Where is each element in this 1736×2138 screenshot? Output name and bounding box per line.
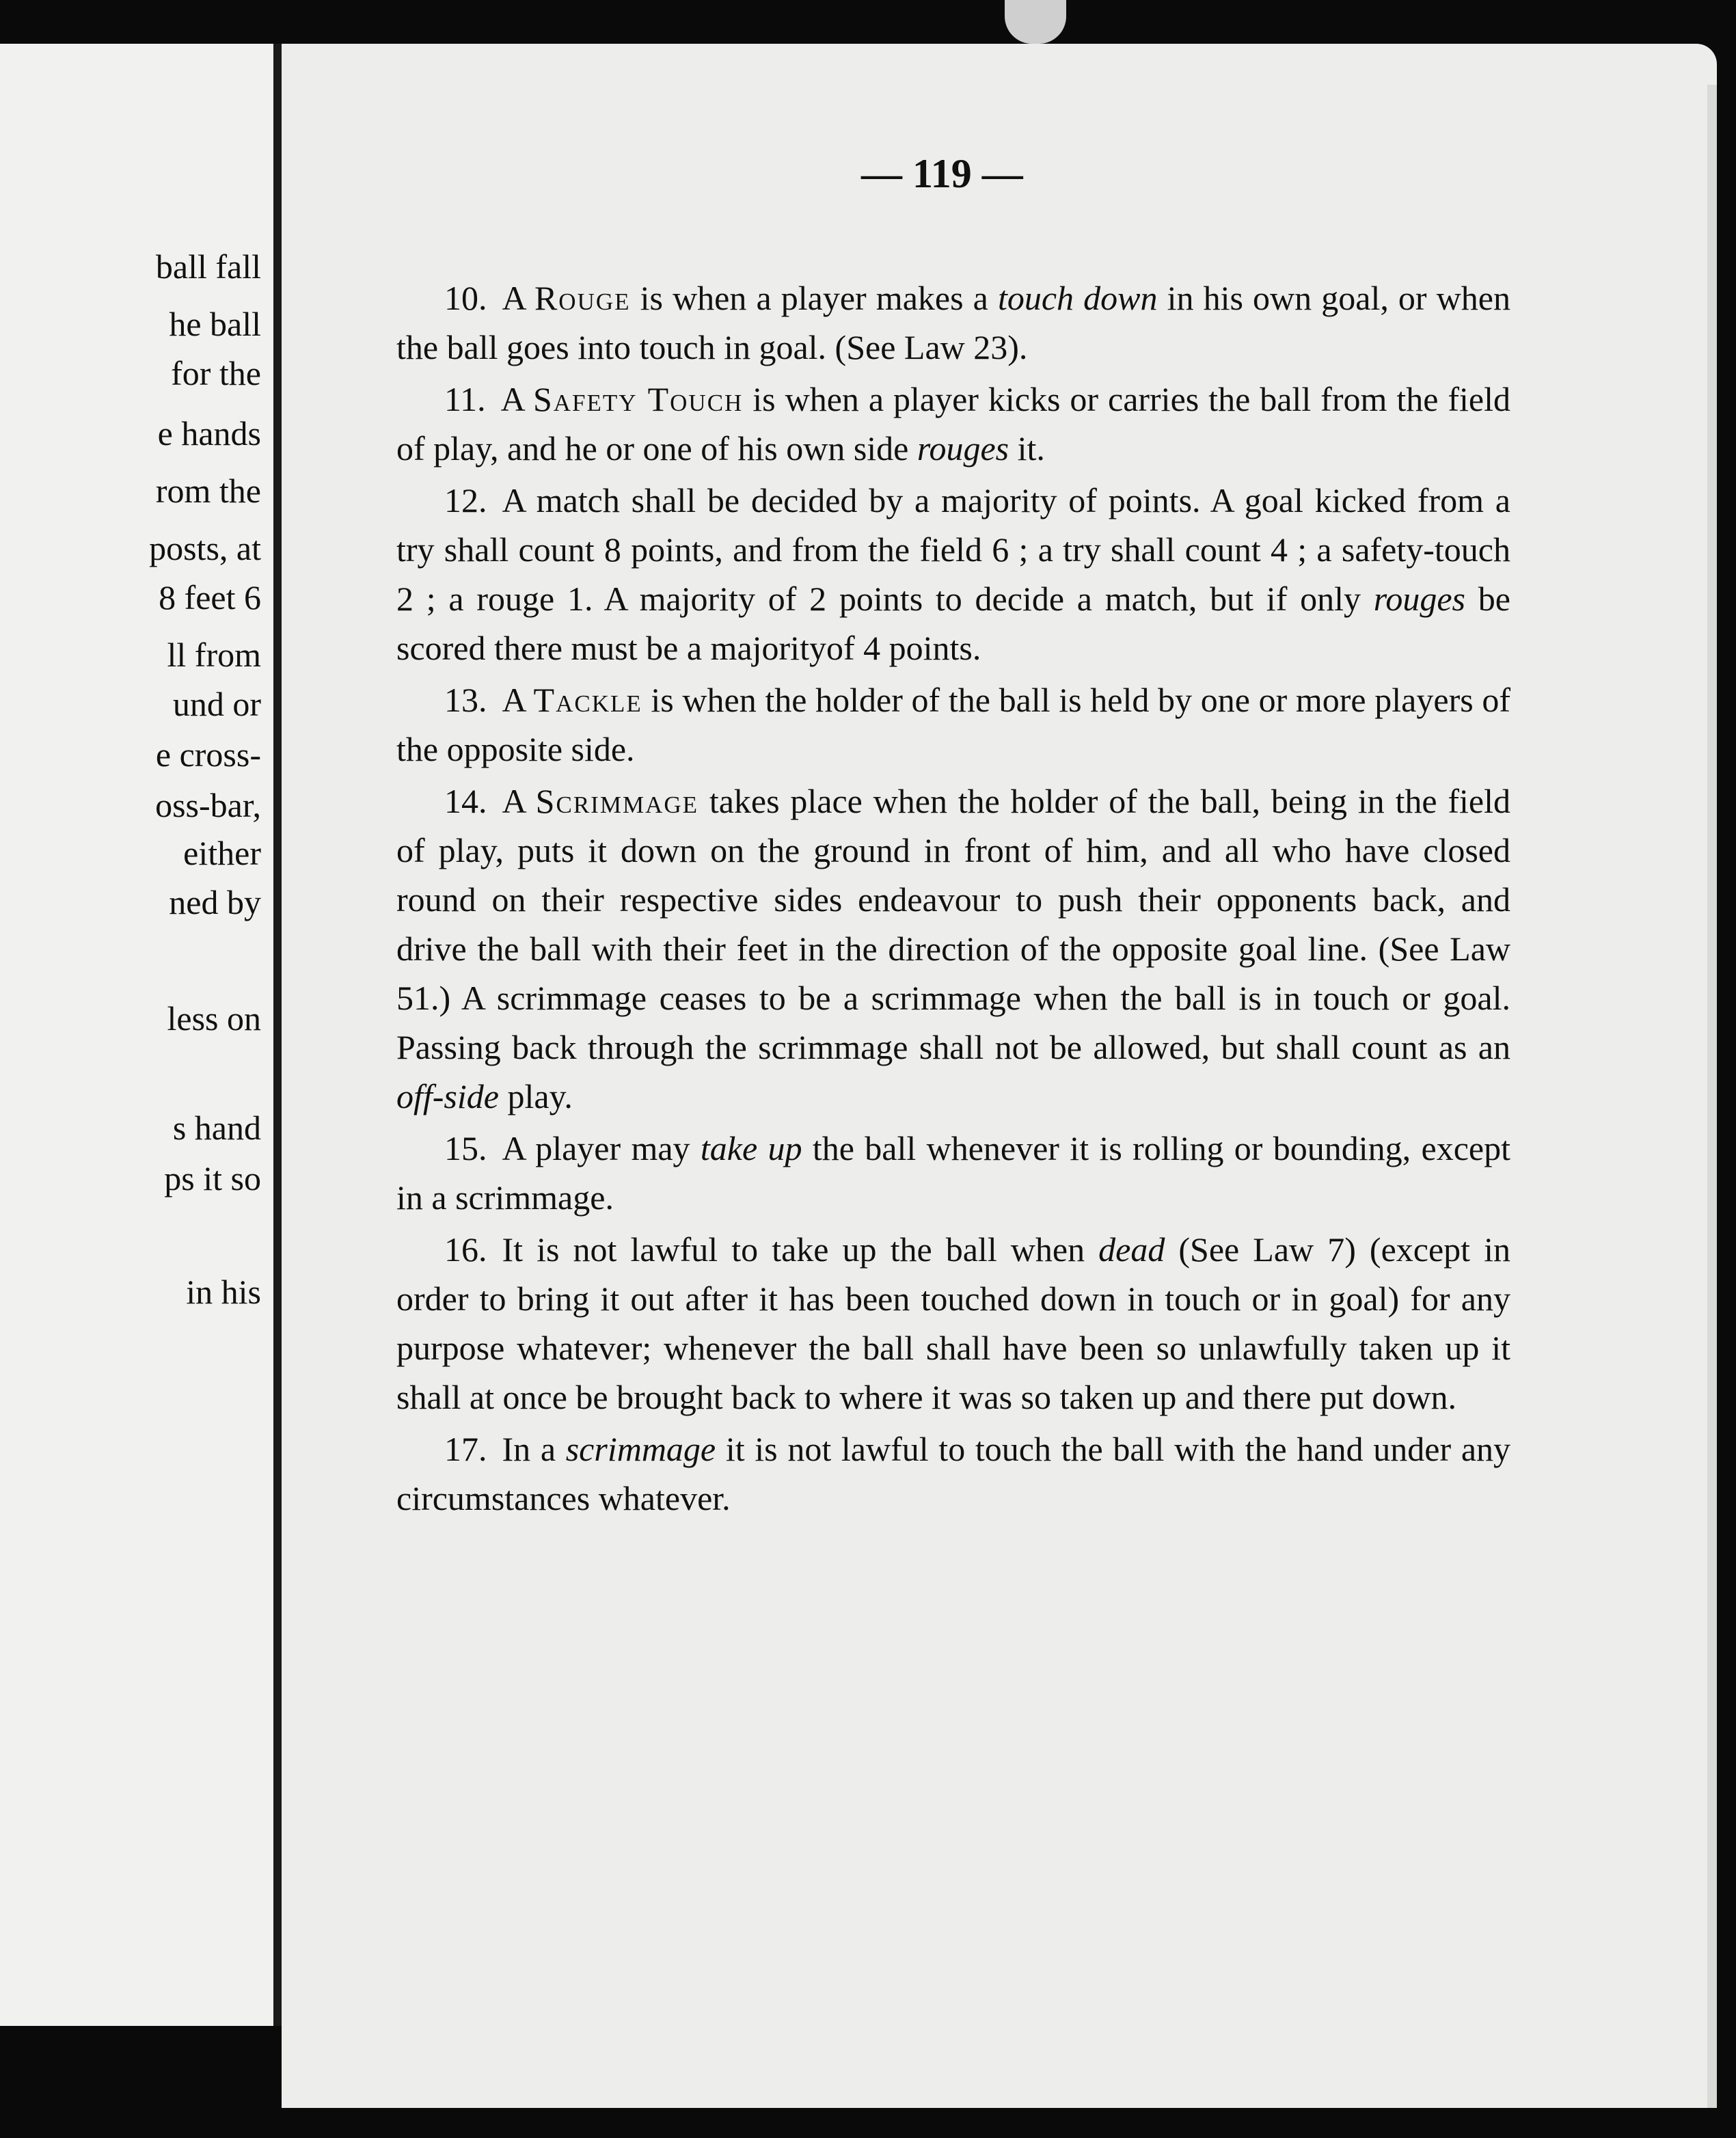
- emphasis: dead: [1098, 1230, 1165, 1269]
- law-12: [396, 476, 1510, 673]
- emphasis: scrimmage: [565, 1430, 716, 1468]
- law-text: is when the holder of the ball is held by one or more players of the opposite side.: [396, 681, 1510, 768]
- law-text: A: [502, 782, 536, 820]
- law-17: [396, 1424, 1510, 1523]
- law-text: takes place when the holder of the ball, being in the field of play, puts it down on the ground in front of him, and all who have closed round on their respective sides endeavour to push their opponents back, and drive the ball with their feet in the direction of the opposite goal line. (See Law 51.) A scrimmage ceases to be a scrimmage when the ball is in touch or goal. Passing back through the scrimmage shall not be allowed, but shall count as an: [396, 782, 1510, 1066]
- left-page-line: ned by: [169, 883, 261, 921]
- emphasis: off-side: [396, 1077, 499, 1115]
- defined-term: Rouge: [534, 279, 631, 317]
- defined-term: Safety Touch: [532, 380, 744, 418]
- law-16: [396, 1225, 1510, 1422]
- law-10: [396, 273, 1510, 372]
- law-text: A: [500, 380, 533, 418]
- defined-term: Tackle: [533, 681, 642, 719]
- law-text: it.: [1009, 429, 1045, 468]
- left-page-line: ll from: [167, 636, 261, 674]
- law-14: [396, 776, 1510, 1121]
- law-15: [396, 1124, 1510, 1222]
- law-text: In a: [502, 1430, 566, 1468]
- law-text: A player may: [502, 1129, 701, 1167]
- law-text: is when a player kicks or carries the ball from the field of play, and he or one of his own side: [396, 380, 1510, 468]
- left-page: [0, 44, 273, 2026]
- law-number: 12.: [444, 481, 487, 519]
- law-11: [396, 375, 1510, 473]
- page-number: — 119 —: [861, 151, 1023, 196]
- left-page-line: either: [183, 834, 261, 872]
- law-text: is when a player makes a: [630, 279, 998, 317]
- left-page-line: in his: [186, 1273, 261, 1311]
- law-text: be scored there must be a majorityof 4 points.: [396, 580, 1510, 667]
- defined-term: Scrimmage: [535, 782, 699, 820]
- torn-paper-edge: [1005, 0, 1066, 44]
- law-text: it is not lawful to touch the ball with the hand under any circumstances whatever.: [396, 1430, 1511, 1517]
- left-page-line: oss-bar,: [155, 786, 261, 824]
- law-number: 13.: [444, 681, 487, 719]
- laws-text: [396, 273, 1510, 1526]
- law-text: the ball whenever it is rolling or bounding, except in a scrimmage.: [396, 1129, 1510, 1217]
- law-text: play.: [498, 1077, 573, 1115]
- left-page-line: less on: [167, 999, 261, 1038]
- left-page-line: ball fall: [155, 247, 261, 286]
- law-number: 11.: [444, 380, 486, 418]
- law-number: 17.: [444, 1430, 487, 1468]
- law-number: 14.: [444, 782, 487, 820]
- emphasis: rouges: [917, 429, 1009, 468]
- law-13: [396, 675, 1510, 774]
- law-text: A: [502, 279, 534, 317]
- left-page-line: he ball: [169, 305, 261, 343]
- left-page-line: e cross-: [155, 735, 261, 774]
- emphasis: rouges: [1373, 580, 1466, 618]
- left-page-line: for the: [171, 354, 261, 392]
- law-text: A match shall be decided by a majority of points. A goal kicked from a try shall count 8 points, and from the field 6 ; a try shall count 4 ; a safety-touch 2 ; a rouge 1. A majority of 2 points to decide a match, but if only: [396, 481, 1510, 618]
- law-text: It is not lawful to take up the ball when: [502, 1230, 1099, 1269]
- law-number: 15.: [444, 1129, 487, 1167]
- law-number: 16.: [444, 1230, 487, 1269]
- left-page-line: und or: [172, 685, 261, 723]
- left-page-line: s hand: [172, 1109, 261, 1147]
- law-text: (See Law 7) (except in order to bring it out after it has been touched down in touch or in goal) for any purpose whatever; whenever the ball shall have been so unlawfully taken up it shall at once be brought back to where it was so taken up and there put down.: [396, 1230, 1510, 1416]
- emphasis: take up: [700, 1129, 802, 1167]
- book-spine: [273, 44, 282, 2026]
- left-page-line: rom the: [155, 472, 261, 510]
- law-text: in his own goal, or when the ball goes into touch in goal. (See Law 23).: [396, 279, 1510, 366]
- emphasis: touch down: [997, 279, 1158, 317]
- law-number: 10.: [444, 279, 487, 317]
- left-page-line: 8 feet 6: [159, 578, 261, 617]
- law-text: A: [502, 681, 534, 719]
- left-page-line: posts, at: [149, 529, 261, 567]
- left-page-line: ps it so: [164, 1159, 261, 1197]
- left-page-line: e hands: [157, 414, 261, 452]
